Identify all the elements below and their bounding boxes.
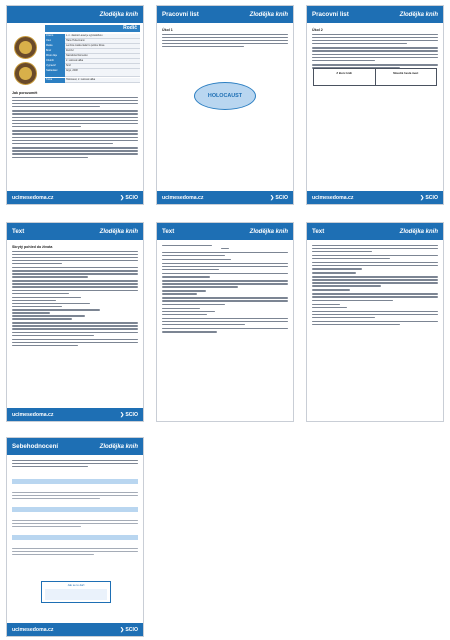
page-title: Text bbox=[162, 228, 175, 235]
book-title: Zlodějka knih bbox=[399, 11, 438, 18]
scio-logo-icon: ❯ SCIO bbox=[419, 194, 438, 201]
page-title: Pracovní list bbox=[162, 11, 199, 18]
page-header bbox=[157, 6, 293, 23]
section-heading: Jak porozumět bbox=[12, 91, 38, 95]
answer-table[interactable] bbox=[313, 68, 437, 86]
site-url[interactable]: ucimesedoma.cz bbox=[12, 411, 54, 418]
book-title: Zlodějka knih bbox=[249, 11, 288, 18]
page-title: Text bbox=[12, 228, 25, 235]
page-header bbox=[157, 223, 293, 240]
profile-row: Vypravěč Smrt bbox=[45, 64, 140, 69]
page-title: Text bbox=[312, 228, 325, 235]
page-text-1 bbox=[6, 222, 144, 422]
site-url[interactable]: ucimesedoma.cz bbox=[162, 194, 204, 201]
site-url[interactable]: ucimesedoma.cz bbox=[312, 194, 354, 201]
profile-row: Jméno L. n. vlastně Liesel je vypravěčkou bbox=[45, 34, 140, 39]
page-footer bbox=[7, 408, 143, 421]
page-worksheet-2 bbox=[306, 5, 444, 205]
profile-row: Místo děje Nacistické Německo bbox=[45, 54, 140, 59]
page-header bbox=[7, 6, 143, 23]
page-text-2 bbox=[156, 222, 294, 422]
page-title: Sebehodnocení bbox=[12, 443, 59, 450]
table-col-header: Z kterc knih bbox=[336, 70, 353, 75]
criterion-bar bbox=[12, 479, 138, 484]
page-footer bbox=[157, 191, 293, 204]
profile-row: Matka Lenčina matka ráda ho poštvu Rosa bbox=[45, 44, 140, 49]
profile-row: Období 2. světová válka bbox=[45, 59, 140, 64]
page-worksheet-1 bbox=[156, 5, 294, 205]
book-title: Zlodějka knih bbox=[99, 11, 138, 18]
criterion-bar bbox=[12, 507, 138, 512]
book-badge-icon bbox=[14, 36, 37, 59]
profile-row: Bratr Zemřel bbox=[45, 49, 140, 54]
criterion-bar bbox=[12, 535, 138, 540]
page-book-profile bbox=[6, 5, 144, 205]
self-rating-box[interactable] bbox=[41, 581, 111, 603]
text-heading: Skrytý pohled do života bbox=[12, 245, 53, 249]
profile-row: Otec Hans Hubermann bbox=[45, 39, 140, 44]
scio-logo-icon: ❯ SCIO bbox=[269, 194, 288, 201]
book-title: Zlodějka knih bbox=[99, 228, 138, 235]
page-self-assessment bbox=[6, 437, 144, 637]
scio-logo-icon: ❯ SCIO bbox=[119, 626, 138, 633]
page-header bbox=[307, 6, 443, 23]
self-rating-title: Jak se to daří bbox=[67, 583, 85, 587]
page-footer bbox=[7, 623, 143, 636]
scio-logo-icon: ❯ SCIO bbox=[119, 411, 138, 418]
profile-row: Nakladatel Argo, 2008 bbox=[45, 69, 140, 77]
task-label: Úkol 2 bbox=[312, 28, 323, 32]
scio-logo-icon: ❯ SCIO bbox=[119, 194, 138, 201]
site-url[interactable]: ucimesedoma.cz bbox=[12, 626, 54, 633]
task-label: Úkol 1 bbox=[162, 28, 173, 32]
page-header bbox=[307, 223, 443, 240]
book-badge-icon bbox=[14, 62, 37, 85]
profile-box-title: Rodič bbox=[45, 25, 140, 32]
mindmap-center: HOLOCAUST bbox=[194, 82, 256, 110]
profile-row: Téma Holocaust, 2. světová válka bbox=[45, 78, 140, 83]
page-title: Pracovní list bbox=[312, 11, 349, 18]
book-title: Zlodějka knih bbox=[399, 228, 438, 235]
site-url[interactable]: ucimesedoma.cz bbox=[12, 194, 54, 201]
page-text-3 bbox=[306, 222, 444, 422]
page-footer bbox=[307, 191, 443, 204]
book-title: Zlodějka knih bbox=[99, 443, 138, 450]
page-header bbox=[7, 223, 143, 240]
book-title: Zlodějka knih bbox=[249, 228, 288, 235]
page-header bbox=[7, 438, 143, 455]
table-col-header: Moudré hesla mezi bbox=[375, 69, 437, 85]
page-footer bbox=[7, 191, 143, 204]
